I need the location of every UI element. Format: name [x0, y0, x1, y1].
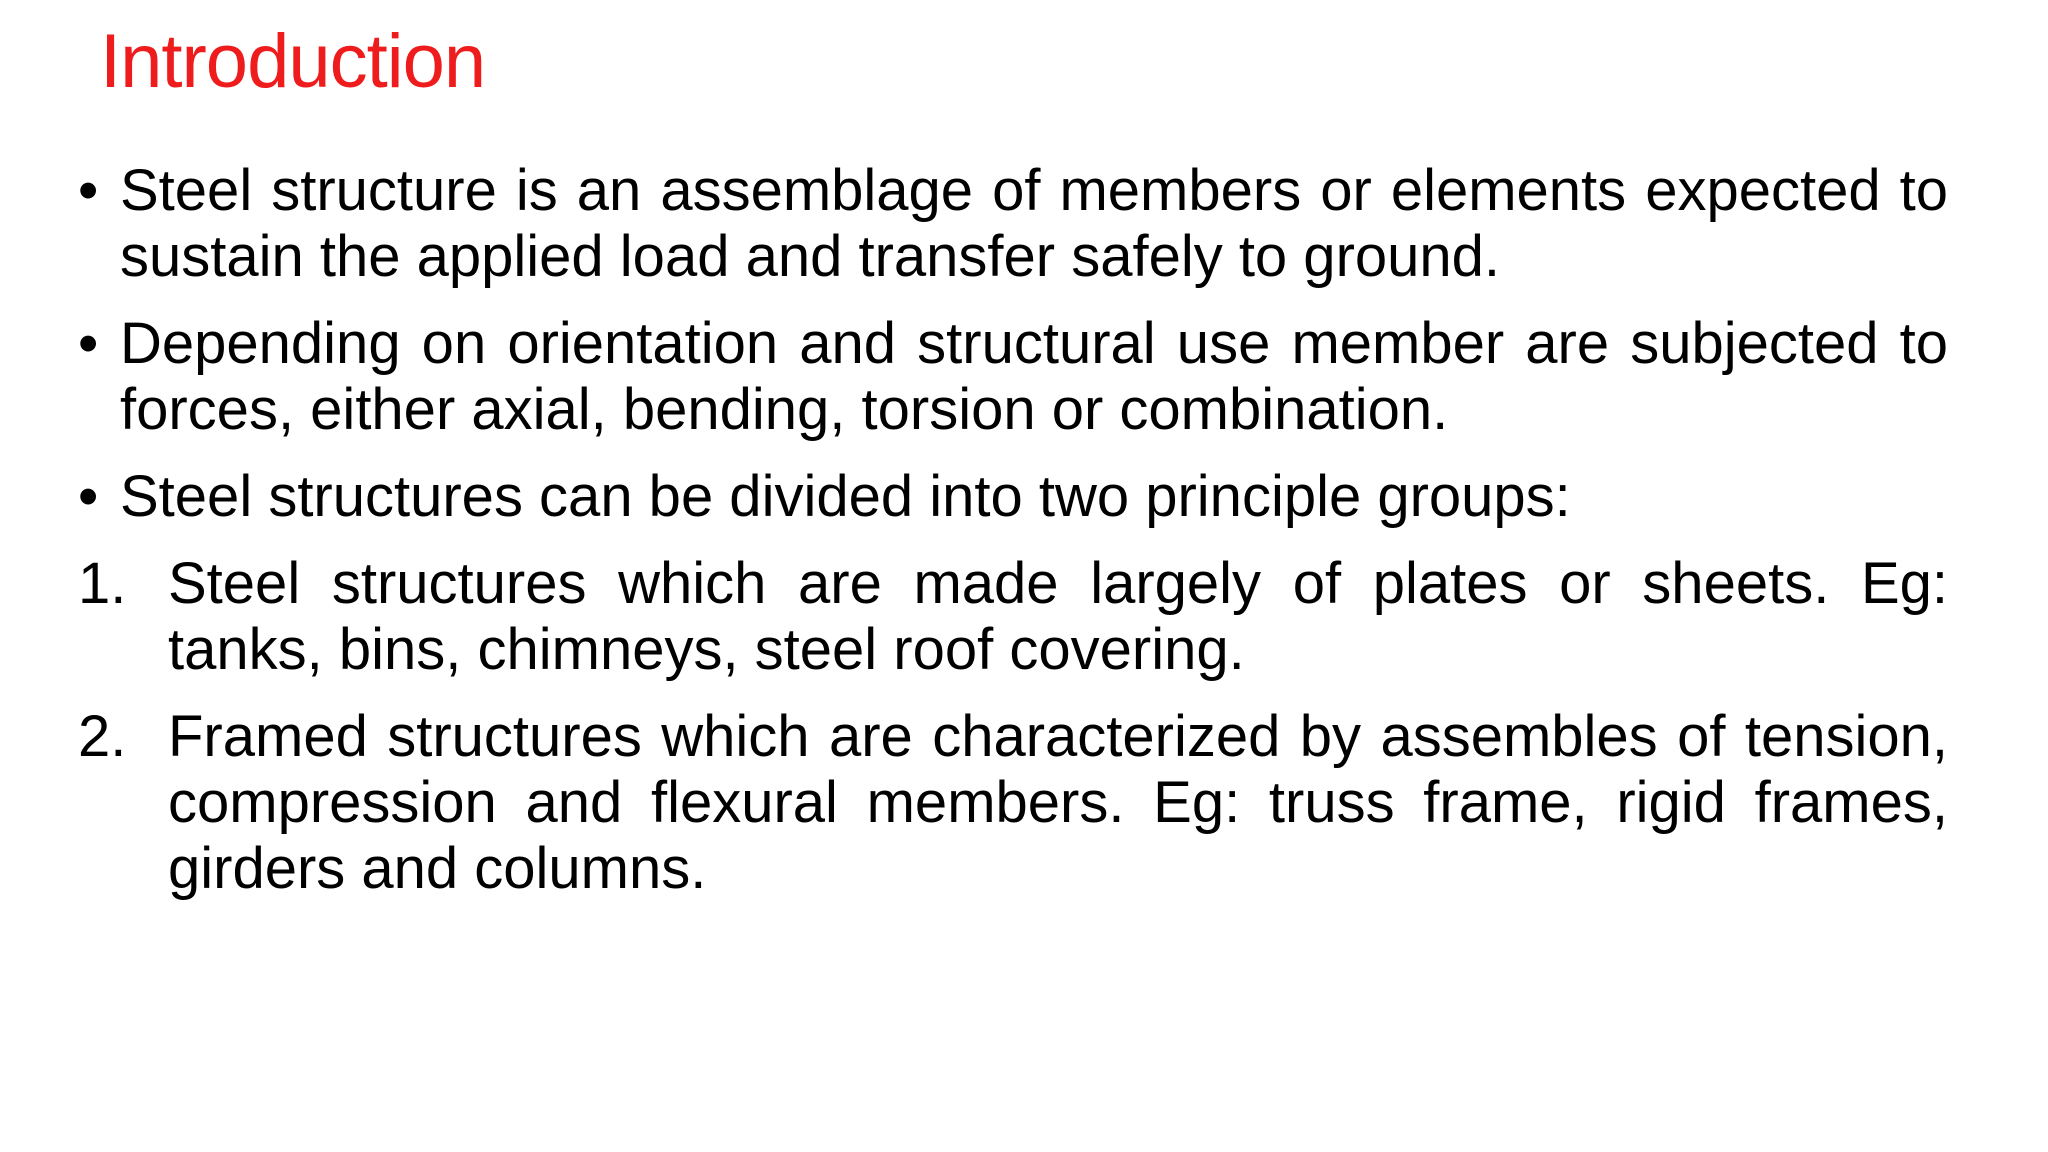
- numbered-text: Steel structures which are made largely of plates or sheets. Eg: tanks, bins, chimneys, steel roof covering.: [168, 551, 1948, 682]
- number-marker: 1.: [78, 551, 127, 616]
- bullet-marker: •: [78, 158, 99, 223]
- bullet-item-3: [78, 464, 1948, 530]
- bullet-item-2: [78, 311, 1948, 443]
- bullet-marker: •: [78, 464, 99, 529]
- numbered-item-1: [78, 551, 1948, 683]
- bullet-marker: •: [78, 311, 99, 376]
- bullet-item-1: [78, 158, 1948, 290]
- bullet-text: Steel structure is an assemblage of members or elements expected to sustain the applied load and transfer safely to ground.: [120, 158, 1948, 289]
- numbered-item-2: [78, 704, 1948, 902]
- bullet-text: Depending on orientation and structural use member are subjected to forces, either axial, bending, torsion or combination.: [120, 311, 1948, 442]
- numbered-text: Framed structures which are characterized by assembles of tension, compression and flexural members. Eg: truss frame, rigid frames, girders and columns.: [168, 704, 1948, 901]
- slide-content: [78, 158, 1948, 923]
- bullet-text: Steel structures can be divided into two principle groups:: [120, 464, 1571, 529]
- slide-title: Introduction: [100, 19, 486, 104]
- number-marker: 2.: [78, 704, 127, 769]
